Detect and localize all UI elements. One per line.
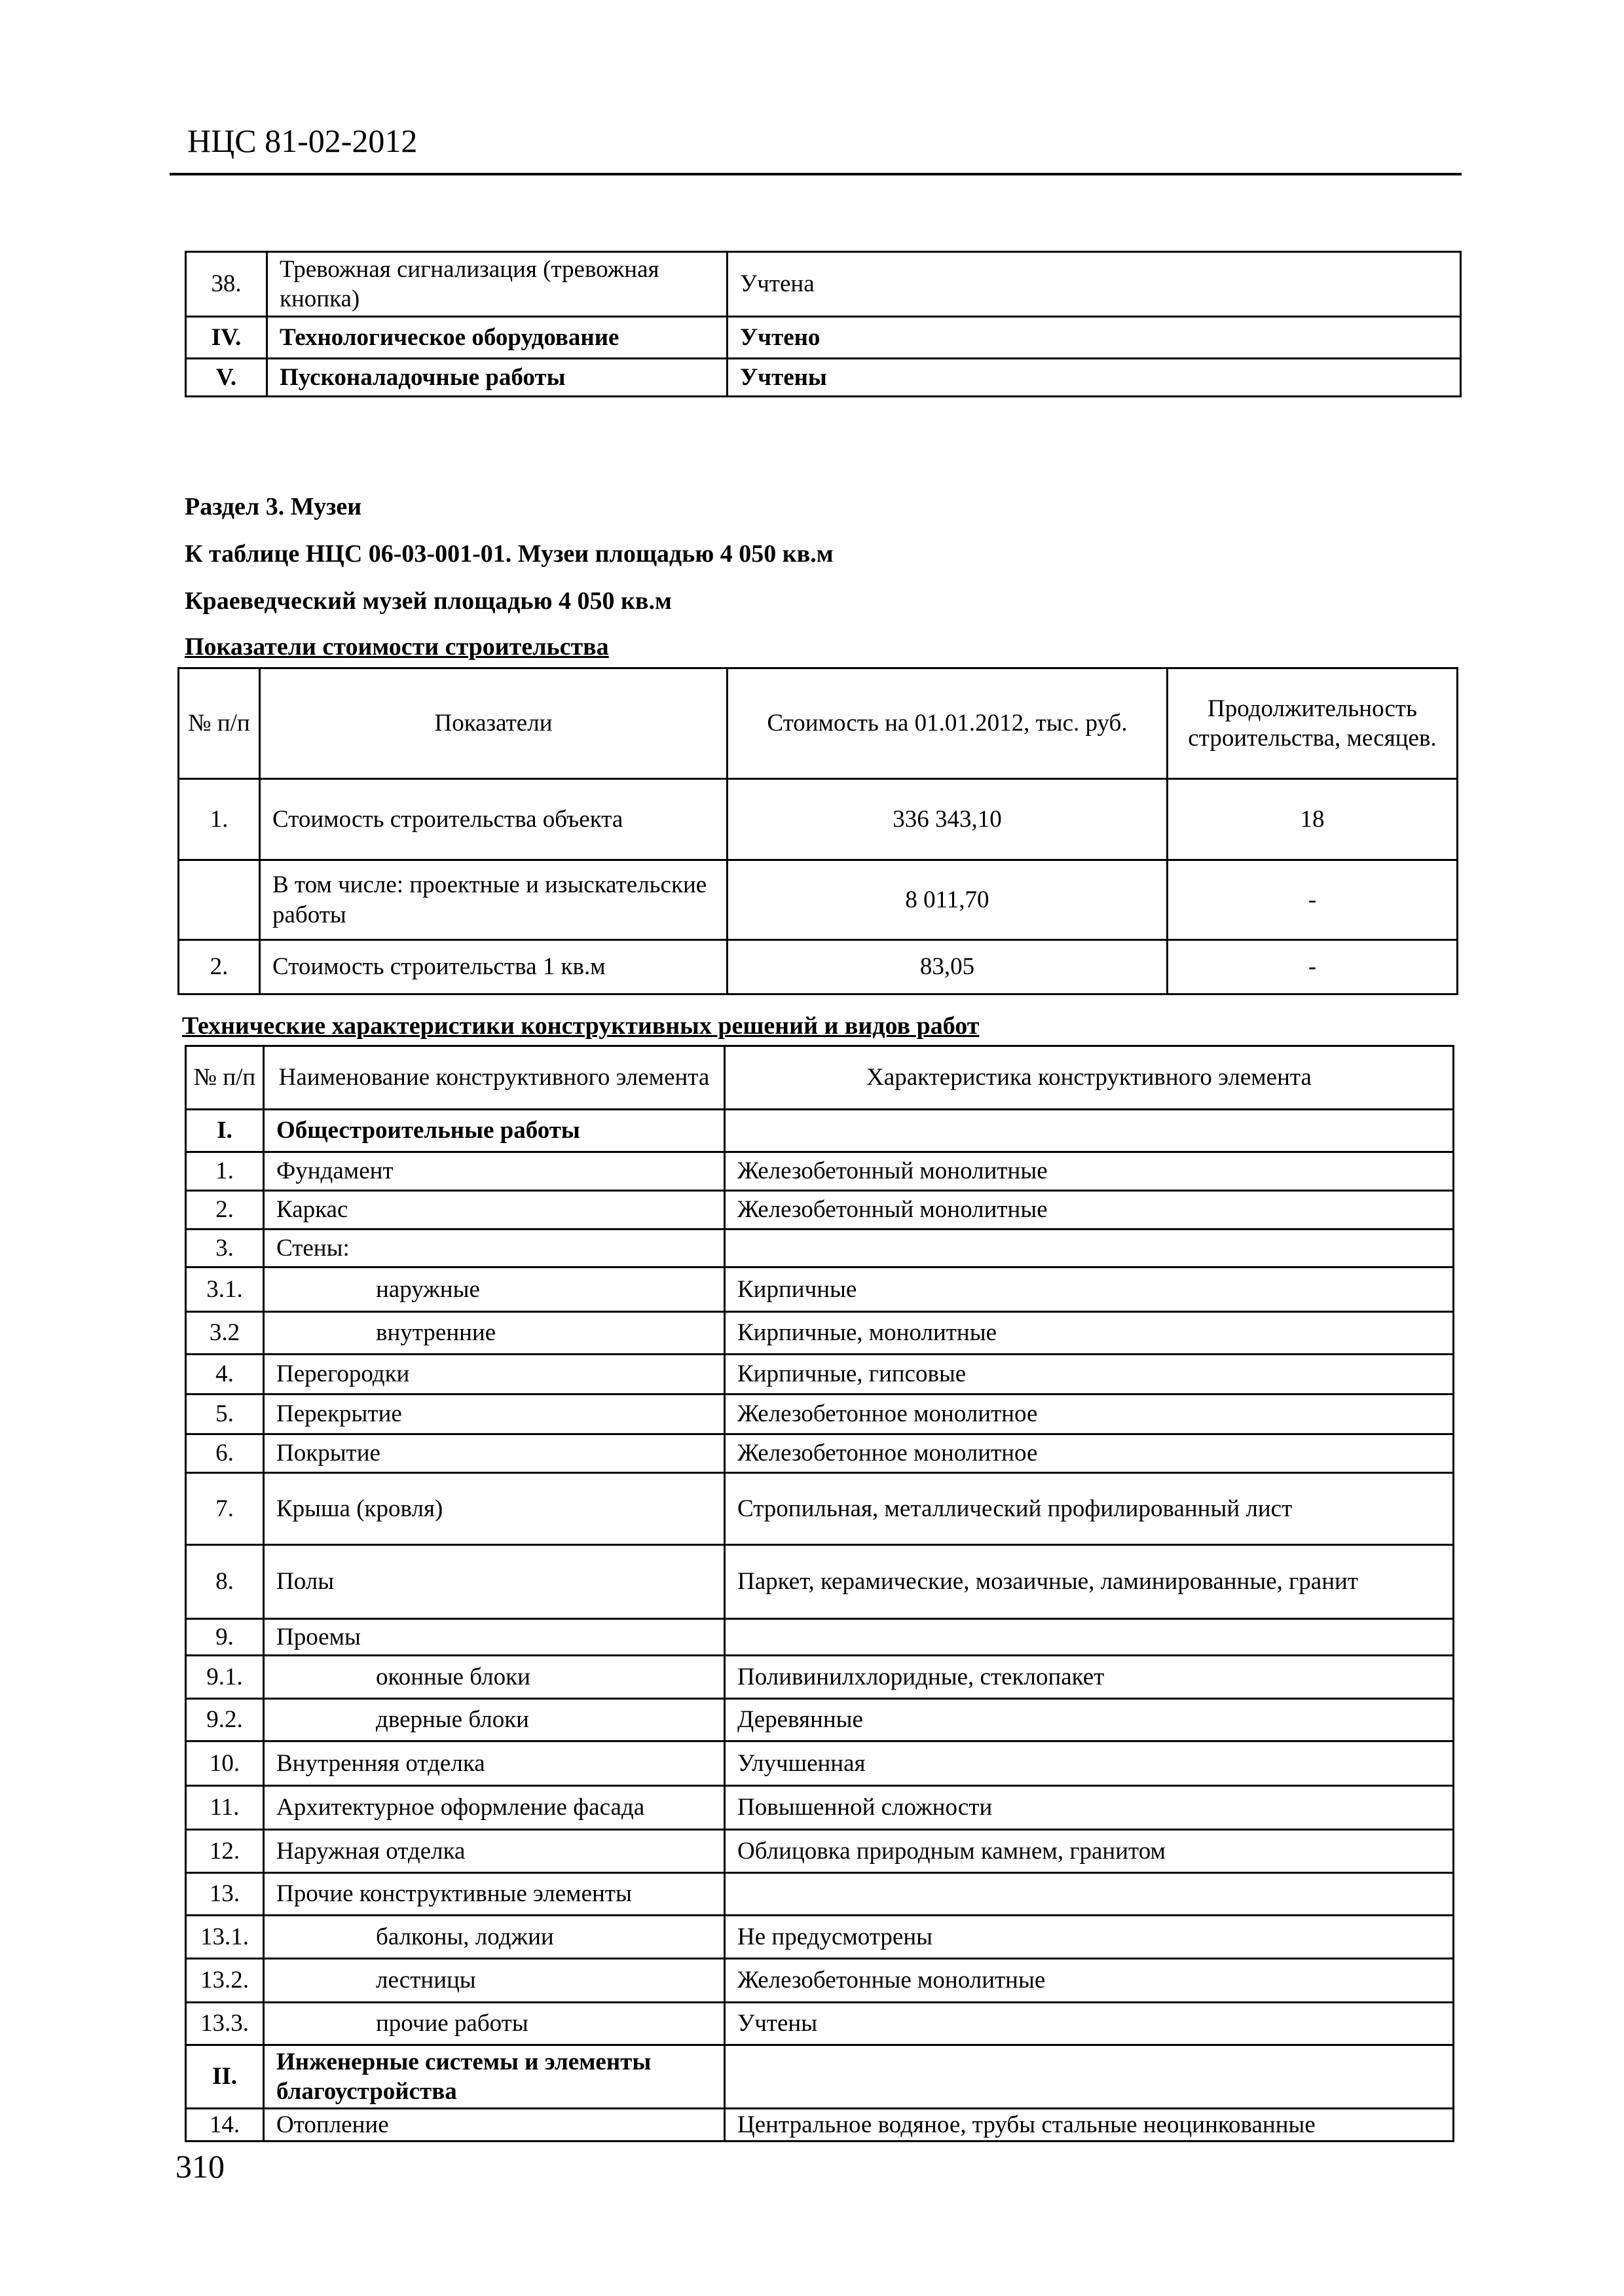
row-characteristic — [725, 2045, 1454, 2109]
row-number: 5. — [186, 1394, 264, 1434]
section-title: Раздел 3. Музеи — [185, 493, 362, 520]
row-element: прочие работы — [264, 2003, 725, 2045]
row-element: Каркас — [264, 1191, 725, 1230]
row-element: Наружная отделка — [264, 1830, 725, 1873]
table-row — [186, 1916, 1454, 1959]
table-row — [186, 359, 1461, 397]
row-characteristic — [725, 1230, 1454, 1267]
row-value: Учтена — [728, 252, 1461, 317]
row-duration: 18 — [1168, 779, 1458, 860]
row-cost: 336 343,10 — [728, 779, 1168, 860]
table-row — [186, 2109, 1454, 2141]
table-row — [186, 1699, 1454, 1741]
row-element: оконные блоки — [264, 1656, 725, 1699]
row-indicator: Стоимость строительства 1 кв.м — [260, 940, 728, 994]
row-duration: - — [1168, 860, 1458, 940]
row-number: 10. — [186, 1741, 264, 1786]
document-code: НЦС 81-02-2012 — [187, 122, 418, 159]
table-row — [186, 1830, 1454, 1873]
row-number: 7. — [186, 1473, 264, 1545]
row-name: Технологическое оборудование — [267, 317, 728, 359]
row-number: 6. — [186, 1434, 264, 1473]
tech-table — [185, 1045, 1454, 2142]
row-characteristic: Стропильная, металлический профилированный лист — [725, 1473, 1454, 1545]
row-element: Инженерные системы и элементы благоустройства — [264, 2045, 725, 2109]
row-number — [179, 860, 260, 940]
header-characteristic: Характеристика конструктивного элемента — [725, 1046, 1454, 1110]
row-element: Отопление — [264, 2109, 725, 2141]
row-element: Внутренняя отделка — [264, 1741, 725, 1786]
row-element: Фундамент — [264, 1152, 725, 1191]
row-characteristic: Железобетонный монолитные — [725, 1152, 1454, 1191]
row-characteristic: Кирпичные — [725, 1267, 1454, 1312]
row-number: 2. — [179, 940, 260, 994]
row-characteristic: Облицовка природным камнем, гранитом — [725, 1830, 1454, 1873]
row-number: 13.3. — [186, 2003, 264, 2045]
table-row — [186, 1741, 1454, 1786]
row-cost: 83,05 — [728, 940, 1168, 994]
row-characteristic: Железобетонное монолитное — [725, 1394, 1454, 1434]
table-row — [186, 1191, 1454, 1230]
table-reference: К таблице НЦС 06-03-001-01. Музеи площадью 4 050 кв.м — [185, 540, 834, 568]
row-characteristic — [725, 1873, 1454, 1916]
row-characteristic: Учтены — [725, 2003, 1454, 2045]
row-element: Проемы — [264, 1619, 725, 1656]
row-number: 9.1. — [186, 1656, 264, 1699]
row-element: Полы — [264, 1545, 725, 1619]
row-value: Учтены — [728, 359, 1461, 397]
row-element: балконы, лоджии — [264, 1916, 725, 1959]
row-characteristic: Железобетонное монолитное — [725, 1434, 1454, 1473]
row-number: 9. — [186, 1619, 264, 1656]
table-row — [186, 1110, 1454, 1152]
row-cost: 8 011,70 — [728, 860, 1168, 940]
row-characteristic: Центральное водяное, трубы стальные неоцинкованные — [725, 2109, 1454, 2141]
table-row — [179, 779, 1458, 860]
header-rule — [170, 173, 1462, 175]
table-row — [186, 1230, 1454, 1267]
tech-caption: Технические характеристики конструктивных решений и видов работ — [182, 1012, 980, 1040]
object-title: Краеведческий музей площадью 4 050 кв.м — [185, 587, 672, 615]
table-row — [186, 1619, 1454, 1656]
table-row — [186, 1394, 1454, 1434]
table-row — [186, 1473, 1454, 1545]
row-indicator: В том числе: проектные и изыскательские работы — [260, 860, 728, 940]
row-characteristic: Кирпичные, монолитные — [725, 1312, 1454, 1355]
row-characteristic: Не предусмотрены — [725, 1916, 1454, 1959]
row-value: Учтено — [728, 317, 1461, 359]
cost-caption: Показатели стоимости строительства — [185, 633, 609, 661]
row-indicator: Стоимость строительства объекта — [260, 779, 728, 860]
row-characteristic — [725, 1110, 1454, 1152]
row-number: 12. — [186, 1830, 264, 1873]
page-number: 310 — [175, 2148, 225, 2185]
row-number: 1. — [179, 779, 260, 860]
row-duration: - — [1168, 940, 1458, 994]
row-element: Архитектурное оформление фасада — [264, 1786, 725, 1830]
row-characteristic: Улучшенная — [725, 1741, 1454, 1786]
row-element: Общестроительные работы — [264, 1110, 725, 1152]
table-row — [186, 1786, 1454, 1830]
header-duration: Продолжительность строительства, месяцев. — [1168, 668, 1458, 779]
table-row — [186, 2045, 1454, 2109]
table-row — [179, 860, 1458, 940]
row-number: 3. — [186, 1230, 264, 1267]
row-number: 3.2 — [186, 1312, 264, 1355]
row-number: 13. — [186, 1873, 264, 1916]
row-element: Стены: — [264, 1230, 725, 1267]
row-element: внутренние — [264, 1312, 725, 1355]
row-number: 11. — [186, 1786, 264, 1830]
table-row — [186, 2003, 1454, 2045]
table-row — [186, 252, 1461, 317]
row-number: V. — [186, 359, 267, 397]
row-characteristic: Повышенной сложности — [725, 1786, 1454, 1830]
row-characteristic: Деревянные — [725, 1699, 1454, 1741]
header-num: № п/п — [179, 668, 260, 779]
continuation-table — [185, 251, 1462, 397]
row-number: 13.2. — [186, 1959, 264, 2003]
row-element: Перекрытие — [264, 1394, 725, 1434]
row-number: 13.1. — [186, 1916, 264, 1959]
row-name: Пусконаладочные работы — [267, 359, 728, 397]
row-characteristic: Поливинилхлоридные, стеклопакет — [725, 1656, 1454, 1699]
row-number: 9.2. — [186, 1699, 264, 1741]
row-number: 14. — [186, 2109, 264, 2141]
row-number: 2. — [186, 1191, 264, 1230]
row-characteristic: Кирпичные, гипсовые — [725, 1355, 1454, 1394]
row-number: 3.1. — [186, 1267, 264, 1312]
table-row — [186, 1267, 1454, 1312]
header-element: Наименование конструктивного элемента — [264, 1046, 725, 1110]
row-number: IV. — [186, 317, 267, 359]
row-number: 8. — [186, 1545, 264, 1619]
row-element: Крыша (кровля) — [264, 1473, 725, 1545]
row-element: наружные — [264, 1267, 725, 1312]
table-row — [186, 1355, 1454, 1394]
row-number: I. — [186, 1110, 264, 1152]
row-number: 4. — [186, 1355, 264, 1394]
row-characteristic — [725, 1619, 1454, 1656]
row-number: II. — [186, 2045, 264, 2109]
table-row — [186, 1873, 1454, 1916]
row-characteristic: Паркет, керамические, мозаичные, ламинированные, гранит — [725, 1545, 1454, 1619]
table-row — [179, 940, 1458, 994]
row-name: Тревожная сигнализация (тревожная кнопка) — [267, 252, 728, 317]
header-cost: Стоимость на 01.01.2012, тыс. руб. — [728, 668, 1168, 779]
table-row — [186, 1959, 1454, 2003]
row-element: Прочие конструктивные элементы — [264, 1873, 725, 1916]
row-characteristic: Железобетонный монолитные — [725, 1191, 1454, 1230]
table-row — [186, 1152, 1454, 1191]
table-row — [186, 1434, 1454, 1473]
table-row — [186, 317, 1461, 359]
header-indicator: Показатели — [260, 668, 728, 779]
row-element: лестницы — [264, 1959, 725, 2003]
row-number: 38. — [186, 252, 267, 317]
header-num: № п/п — [186, 1046, 264, 1110]
row-number: 1. — [186, 1152, 264, 1191]
table-row — [186, 1312, 1454, 1355]
table-row — [186, 1656, 1454, 1699]
row-element: дверные блоки — [264, 1699, 725, 1741]
row-characteristic: Железобетонные монолитные — [725, 1959, 1454, 2003]
table-row — [186, 1545, 1454, 1619]
row-element: Покрытие — [264, 1434, 725, 1473]
row-element: Перегородки — [264, 1355, 725, 1394]
cost-table — [177, 667, 1458, 995]
